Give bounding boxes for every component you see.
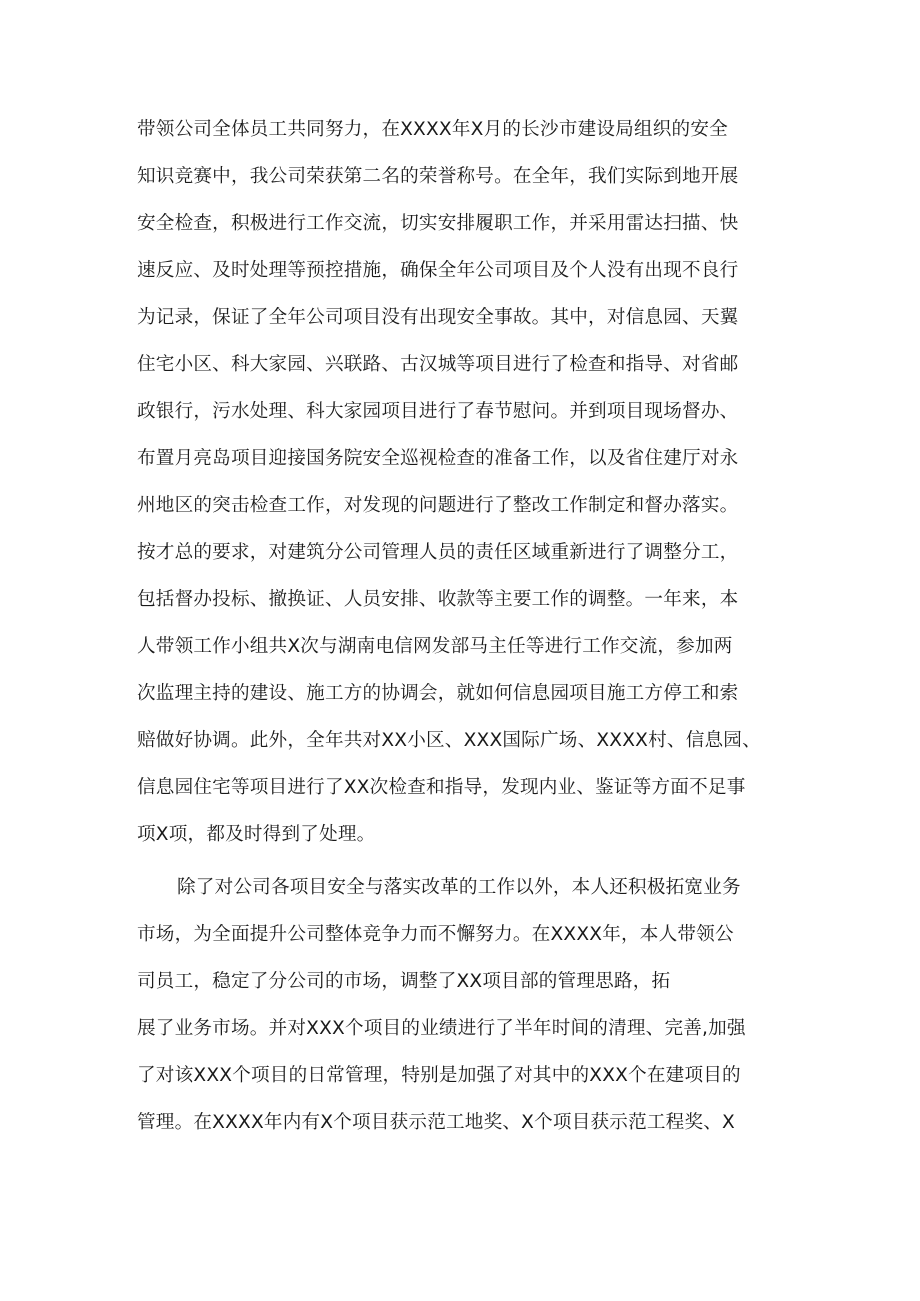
paragraph-line: 政银行，污水处理、科大家园项目进行了春节慰问。并到项目现场督办、	[137, 401, 739, 422]
paragraph-line: 市场，为全面提升公司整体竞争力而不懈努力。在XXXX年，本人带领公	[137, 924, 734, 945]
paragraph-line: 布置月亮岛项目迎接国务院安全巡视检查的准备工作，以及省住建厅对永	[137, 448, 739, 469]
paragraph-line: 信息园住宅等项目进行了XX次检查和指导，发现内业、鉴证等方面不足事	[137, 777, 746, 798]
paragraph-line: 速反应、及时处理等预控措施，确保全年公司项目及个人没有出现不良行	[137, 260, 739, 281]
paragraph-line: 包括督办投标、撤换证、人员安排、收款等主要工作的调整。一年来，本	[137, 589, 739, 610]
paragraph-line: 住宅小区、科大家园、兴联路、古汉城等项目进行了检查和指导、对省邮	[137, 354, 739, 375]
paragraph-line: 项X项，都及时得到了处理。	[137, 824, 376, 845]
paragraph-line: 知识竞赛中，我公司荣获第二名的荣誉称号。在全年，我们实际到地开展	[137, 166, 739, 187]
paragraph-line: 州地区的突击检查工作，对发现的问题进行了整改工作制定和督办落实。	[137, 495, 739, 516]
paragraph-line: 安全检查，积极进行工作交流，切实安排履职工作，并采用雷达扫描、快	[137, 213, 739, 234]
paragraph-line: 次监理主持的建设、施工方的协调会，就如何信息园项目施工方停工和索	[137, 683, 739, 704]
paragraph-line: 为记录，保证了全年公司项目没有出现安全事故。其中，对信息园、天翼	[137, 307, 739, 328]
paragraph-line: 展了业务市场。并对XXX个项目的业绩进行了半年时间的清理、完善,加强	[137, 1018, 746, 1039]
paragraph-line: 赔做好协调。此外，全年共对XX小区、XXX国际广场、XXXX村、信息园、	[137, 730, 761, 751]
paragraph-line: 了对该XXX个项目的日常管理，特别是加强了对其中的XXX个在建项目的	[137, 1065, 741, 1086]
paragraph-line: 按才总的要求，对建筑分公司管理人员的责任区域重新进行了调整分工，	[137, 542, 739, 563]
paragraph-line: 管理。在XXXX年内有X个项目获示范工地奖、X个项目获示范工程奖、X	[137, 1112, 735, 1133]
paragraph-line: 人带领工作小组共X次与湖南电信网发部马主任等进行工作交流，参加两	[137, 636, 733, 657]
paragraph-line: 除了对公司各项目安全与落实改革的工作以外，本人还积极拓宽业务	[177, 877, 741, 898]
paragraph-line: 带领公司全体员工共同努力，在XXXX年X月的长沙市建设局组织的安全	[137, 119, 728, 140]
paragraph-line: 司员工，稳定了分公司的市场，调整了XX项目部的管理思路，拓	[137, 971, 671, 992]
